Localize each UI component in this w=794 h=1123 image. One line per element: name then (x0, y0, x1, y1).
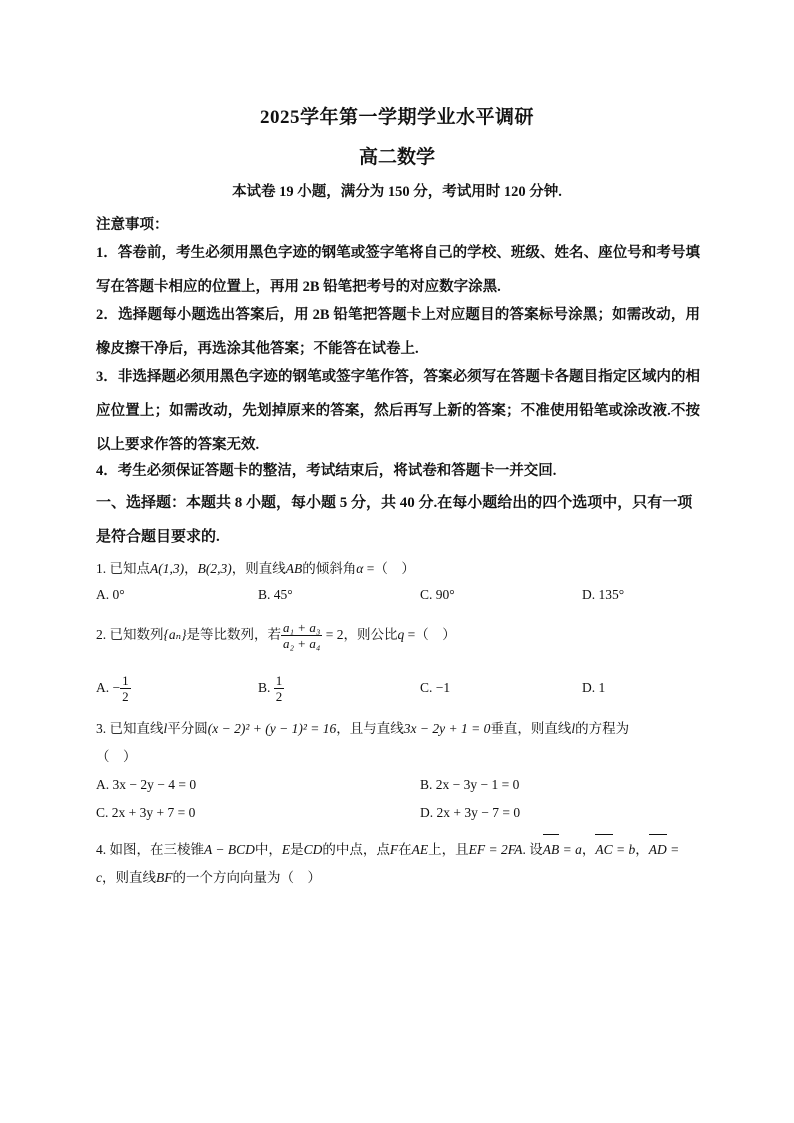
q3-line-l: l (571, 721, 576, 736)
q2-option-c[interactable]: C. −1 (420, 680, 451, 695)
q4-text: 的中点，点 (322, 842, 390, 857)
q3-option-b[interactable]: B. 2x − 3y − 1 = 0 (420, 777, 520, 792)
q4-relation: EF = 2FA (468, 842, 523, 857)
q1-option-c[interactable]: C. 90° (420, 587, 455, 602)
q2-option-b-num: 1 (275, 673, 283, 689)
q4-text: 中， (254, 842, 282, 857)
q4-point-f: F (389, 842, 399, 857)
q4-vector-ac: AC (595, 836, 612, 864)
q2-option-a-den: 2 (122, 689, 129, 705)
q4-vector-b: = b (612, 842, 636, 857)
q4-text: 4. 如图，在三棱锥 (96, 842, 204, 857)
q2-option-b-den: 2 (275, 689, 283, 705)
question-2-options (96, 670, 700, 706)
q3-option-d[interactable]: D. 2x + 3y − 7 = 0 (420, 805, 521, 820)
q2-text: 2. 已知数列 (96, 627, 164, 642)
q2-fraction-numerator: a₁ + a₃ (283, 620, 321, 636)
q4-text: 上，且 (428, 842, 469, 857)
q1-sep: ， (184, 561, 198, 576)
q4-vector-a: = a (559, 842, 582, 857)
notice-item-2: 2．选择题每小题选出答案后，用 2B 铅笔把答题卡上对应题目的答案标号涂黑；如需改动，用橡皮擦干净后，再选涂其他答案；不能答在试卷上. (96, 307, 700, 357)
q1-text: 的倾斜角 (302, 561, 357, 576)
q4-vector-ab: AB (543, 836, 560, 864)
q3-text: 平分圆 (167, 721, 208, 736)
q3-text: 的方程为 (575, 721, 630, 736)
q2-text: =（ ） (404, 627, 456, 642)
q2-option-b-label: B. (258, 680, 271, 695)
q4-vector-c: = c (96, 842, 680, 885)
q2-option-a-sign: − (112, 680, 121, 695)
q3-text: ，且与直线 (336, 721, 404, 736)
question-3-options-row2 (96, 805, 700, 827)
q4-comma: ， (635, 842, 649, 857)
q3-option-c[interactable]: C. 2x + 3y + 7 = 0 (96, 805, 196, 820)
q4-line-bf: BF (156, 870, 173, 885)
q3-text: 垂直，则直线 (490, 721, 572, 736)
q1-option-d[interactable]: D. 135° (582, 587, 625, 602)
q2-ratio: q (397, 627, 405, 642)
q2-sequence: {aₙ} (163, 627, 187, 642)
q4-text: 在 (398, 842, 412, 857)
q2-text: 是等比数列，若 (186, 627, 282, 642)
q2-option-d[interactable]: D. 1 (582, 680, 606, 695)
q1-option-a[interactable]: A. 0° (96, 587, 125, 602)
q2-option-a-fraction (120, 673, 131, 704)
q2-option-a[interactable] (96, 670, 131, 706)
q3-option-a[interactable]: A. 3x − 2y − 4 = 0 (96, 777, 197, 792)
notice-heading: 注意事项： (96, 217, 169, 233)
q4-point-e: E (281, 842, 291, 857)
section-heading: 一、选择题：本题共 8 小题，每小题 5 分，共 40 分.在每小题给出的四个选项中，只有一项是符合题目要求的. (96, 495, 693, 545)
q3-given-line: 3x − 2y + 1 = 0 (403, 721, 491, 736)
q3-paren: （ ） (96, 749, 137, 764)
question-2-stem (96, 620, 700, 650)
q1-point-a: A(1,3) (150, 561, 185, 576)
q2-option-a-num: 1 (122, 673, 129, 689)
q1-alpha: α (356, 561, 364, 576)
q2-option-b[interactable] (258, 670, 284, 706)
q2-fraction-denominator: a₂ + a₄ (283, 636, 321, 652)
q1-text: ，则直线 (231, 561, 286, 576)
notice-item-1: 1．答卷前，考生必须用黑色字迹的钢笔或签字笔将自己的学校、班级、姓名、座位号和考号填写在答题卡相应的位置上，再用 2B 铅笔把考号的对应数字涂黑. (96, 245, 700, 295)
exam-intro: 本试卷 19 小题，满分为 150 分，考试用时 120 分钟. (232, 184, 562, 200)
q1-text: =（ ） (363, 561, 415, 576)
q1-point-b: B(2,3) (197, 561, 232, 576)
q4-text: 的一个方向向量为（ ） (172, 870, 321, 885)
exam-subject: 高二数学 (358, 147, 435, 168)
notice-item-4: 4．考生必须保证答题卡的整洁，考试结束后，将试卷和答题卡一并交回. (96, 463, 557, 479)
q2-option-a-label: A. (96, 680, 110, 695)
exam-title: 2025学年第一学期学业水平调研 (259, 107, 534, 128)
q4-comma: ， (581, 842, 596, 857)
q2-text: ，则公比 (343, 627, 398, 642)
q4-text: ，则直线 (102, 870, 156, 885)
q4-text: . 设 (522, 842, 543, 857)
q4-text: 是 (290, 842, 304, 857)
q4-vector-ad: AD (649, 836, 667, 864)
q2-equals: = 2 (322, 627, 344, 642)
q1-line: AB (285, 561, 303, 576)
question-4-stem (96, 836, 700, 892)
q4-pyramid: A − BCD (204, 842, 255, 857)
q3-text: 3. 已知直线 (96, 721, 164, 736)
question-1-options (96, 587, 700, 609)
notice-item-3: 3．非选择题必须用黑色字迹的钢笔或签字笔作答，答案必须写在答题卡各题目指定区域内的相应位置上；如需改动，先划掉原来的答案，然后再写上新的答案；不准使用铅笔或涂改液.不按以上要求作答的答案无效. (96, 369, 700, 453)
q1-option-b[interactable]: B. 45° (258, 587, 293, 602)
question-3-options-row1 (96, 777, 700, 799)
q4-segment-cd: CD (303, 842, 323, 857)
question-1-stem (96, 558, 700, 580)
q3-line-l: l (163, 721, 168, 736)
q1-text: 1. 已知点 (96, 561, 150, 576)
q2-fraction (281, 620, 322, 651)
question-3-stem (96, 718, 700, 740)
q2-option-b-fraction (274, 673, 285, 704)
q3-circle: (x − 2)² + (y − 1)² = 16 (207, 721, 337, 736)
q4-segment-ae: AE (411, 842, 429, 857)
